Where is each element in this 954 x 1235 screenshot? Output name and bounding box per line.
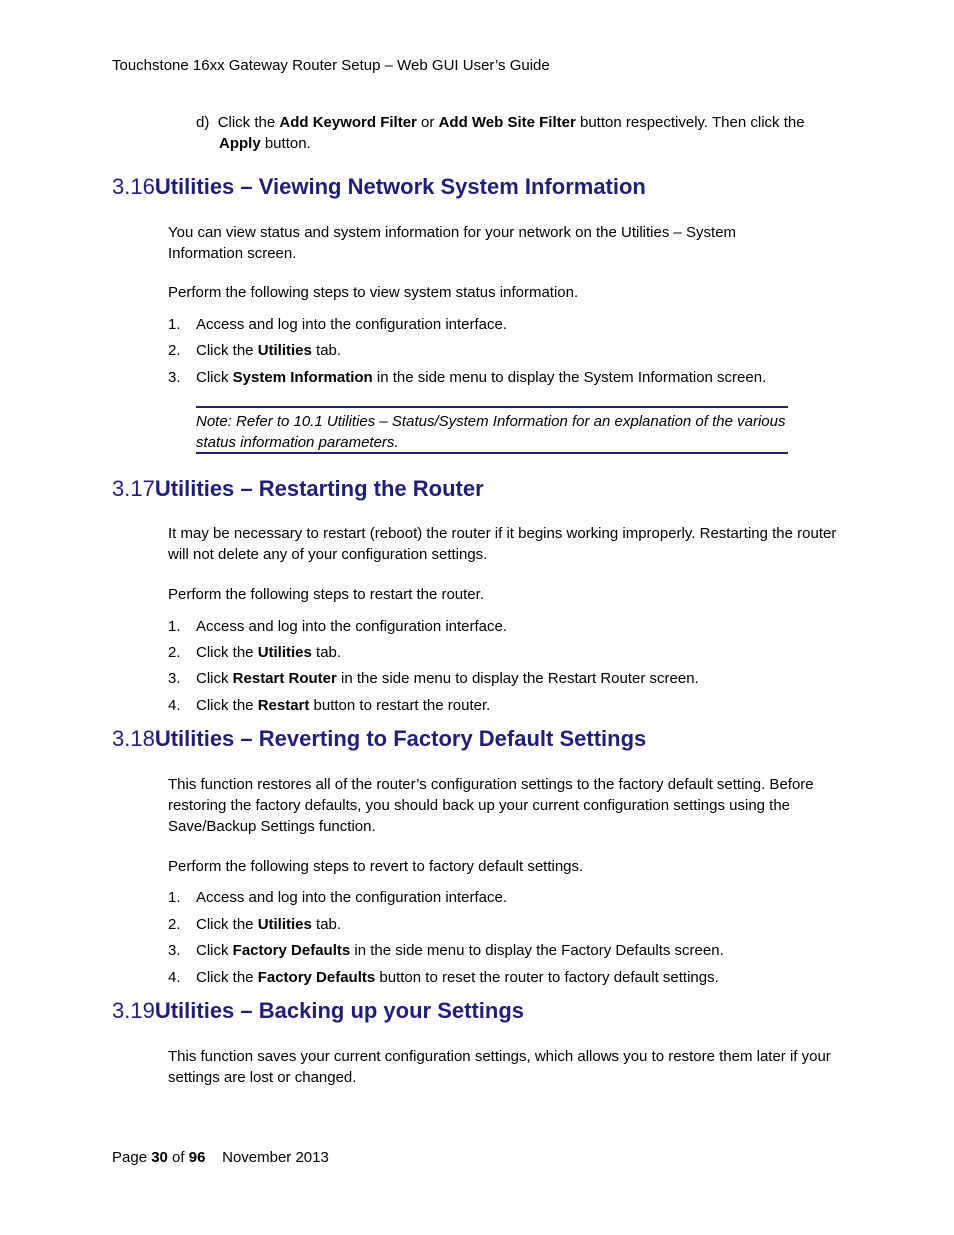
add-keyword-filter-ref: Add Keyword Filter — [279, 114, 417, 131]
list-bold: Utilities — [257, 342, 312, 359]
page-footer — [112, 1149, 329, 1166]
paragraph: Perform the following steps to restart the router. — [168, 586, 484, 603]
step-d — [196, 112, 805, 133]
list-bold: Factory Defaults — [232, 942, 351, 959]
step-d-text: Click the — [217, 114, 280, 131]
list-number: 4. — [168, 697, 181, 714]
section-heading-3-19 — [112, 998, 524, 1024]
apply-ref: Apply — [219, 135, 261, 152]
section-title: Utilities – Backing up your Settings — [154, 998, 525, 1023]
section-heading-3-17 — [112, 476, 484, 502]
list-text: Access and log into the configuration interface. — [196, 316, 508, 333]
list-item — [168, 367, 766, 388]
page-number: 30 — [151, 1149, 168, 1166]
list-text: tab. — [311, 916, 342, 933]
paragraph: This function restores all of the router’s configuration settings to the factory default setting. Before restoring the factory defaults, you should back up your current configuration settings using the Save/Backup Settings function. — [168, 776, 814, 835]
list-text: Click the — [196, 644, 258, 661]
section-title: Utilities – Viewing Network System Information — [154, 174, 646, 199]
list-text: Click — [196, 369, 233, 386]
running-header: Touchstone 16xx Gateway Router Setup – Web GUI User’s Guide — [112, 57, 550, 74]
list-number: 1. — [168, 618, 181, 635]
list-text: in the side menu to display the System Information screen. — [372, 369, 767, 386]
list-item — [168, 642, 341, 663]
footer-text: of — [167, 1149, 189, 1166]
section-number: 3.19 — [112, 998, 155, 1023]
step-d-text: button. — [260, 135, 311, 152]
footer-text: Page — [112, 1149, 152, 1166]
list-item — [168, 668, 699, 689]
list-number: 2. — [168, 644, 181, 661]
list-item — [168, 695, 490, 716]
section-title: Utilities – Restarting the Router — [154, 476, 484, 501]
list-text: button to restart the router. — [309, 697, 491, 714]
list-item — [168, 940, 724, 961]
list-number: 2. — [168, 342, 181, 359]
list-item — [168, 967, 719, 988]
list-item — [168, 340, 341, 361]
list-number: 3. — [168, 942, 181, 959]
paragraph: Perform the following steps to revert to factory default settings. — [168, 858, 584, 875]
note-box: Note: Refer to 10.1 Utilities – Status/System Information for an explanation of the various status information parameters. — [196, 406, 788, 454]
section-heading-3-18 — [112, 726, 646, 752]
list-number: 3. — [168, 670, 181, 687]
list-bold: System Information — [232, 369, 373, 386]
list-text: button to reset the router to factory default settings. — [375, 969, 719, 986]
footer-date: November 2013 — [222, 1149, 329, 1166]
step-d-text: or — [416, 114, 439, 131]
section-number: 3.17 — [112, 476, 155, 501]
list-text: Click the — [196, 969, 258, 986]
list-bold: Factory Defaults — [257, 969, 376, 986]
list-bold: Restart — [257, 697, 310, 714]
list-bold: Restart Router — [232, 670, 337, 687]
list-text: Click — [196, 942, 233, 959]
add-web-site-filter-ref: Add Web Site Filter — [438, 114, 576, 131]
list-item — [168, 914, 341, 935]
list-bold: Utilities — [257, 916, 312, 933]
list-text: Access and log into the configuration interface. — [196, 889, 508, 906]
list-bold: Utilities — [257, 644, 312, 661]
paragraph: This function saves your current configuration settings, which allows you to restore them later if your settings are lost or changed. — [168, 1048, 831, 1086]
section-title: Utilities – Reverting to Factory Default Settings — [154, 726, 647, 751]
section-number: 3.18 — [112, 726, 155, 751]
list-text: Click the — [196, 697, 258, 714]
list-text: in the side menu to display the Factory Defaults screen. — [350, 942, 724, 959]
list-text: Click the — [196, 342, 258, 359]
list-number: 3. — [168, 369, 181, 386]
list-number: 1. — [168, 889, 181, 906]
step-d-cont — [219, 133, 311, 154]
list-item — [168, 887, 507, 908]
paragraph: It may be necessary to restart (reboot) the router if it begins working improperly. Restarting the router will not delete any of your configuration settings. — [168, 525, 837, 563]
list-text: in the side menu to display the Restart Router screen. — [336, 670, 699, 687]
paragraph: You can view status and system information for your network on the Utilities – System Information screen. — [168, 224, 737, 262]
list-number: 2. — [168, 916, 181, 933]
list-number: 4. — [168, 969, 181, 986]
step-d-text: button respectively. Then click the — [575, 114, 805, 131]
list-text: Access and log into the configuration interface. — [196, 618, 508, 635]
list-text: tab. — [311, 644, 342, 661]
paragraph: Perform the following steps to view system status information. — [168, 284, 579, 301]
section-number: 3.16 — [112, 174, 155, 199]
step-d-label: d) — [196, 114, 210, 131]
section-heading-3-16 — [112, 174, 646, 200]
list-item — [168, 314, 507, 335]
list-item — [168, 616, 507, 637]
list-text: tab. — [311, 342, 342, 359]
page-total: 96 — [188, 1149, 206, 1166]
list-text: Click the — [196, 916, 258, 933]
list-number: 1. — [168, 316, 181, 333]
list-text: Click — [196, 670, 233, 687]
